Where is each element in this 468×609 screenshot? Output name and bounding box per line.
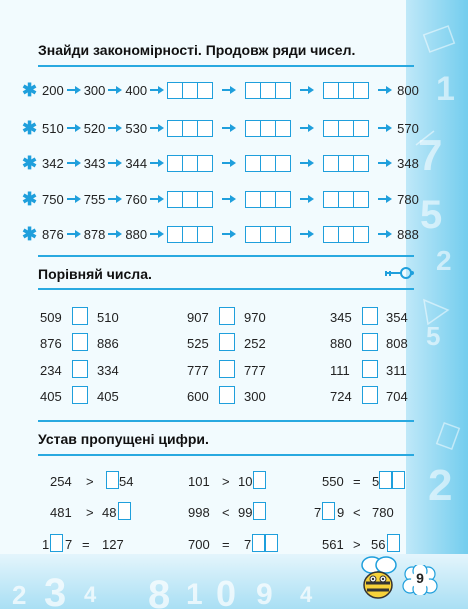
compare-box[interactable] (362, 360, 378, 378)
compare-box[interactable] (72, 386, 88, 404)
compare-left: 525 (187, 336, 209, 351)
expr-right: 5 (372, 474, 380, 489)
sequence-end: 780 (397, 191, 419, 207)
compare-left: 509 (40, 310, 62, 325)
arrow-icon (222, 85, 236, 95)
svg-text:8: 8 (148, 573, 171, 609)
answer-box[interactable] (245, 82, 291, 99)
compare-right: 311 (386, 363, 407, 378)
arrow-icon (108, 123, 122, 133)
compare-box[interactable] (72, 307, 88, 325)
svg-text:4: 4 (300, 582, 313, 607)
asterisk-bullet-icon: ✱ (22, 224, 38, 244)
sequence-start: 750 (42, 191, 64, 207)
arrow-icon (378, 123, 392, 133)
sequence-row (22, 118, 419, 138)
expr-right: 48 (102, 505, 117, 520)
expr-left: 101 (188, 474, 210, 489)
worksheet-page (22, 0, 419, 609)
arrow-icon (222, 158, 236, 168)
bee-mascot-icon (352, 553, 404, 605)
compare-box[interactable] (219, 307, 235, 325)
digit-box[interactable] (118, 502, 131, 520)
answer-box[interactable] (323, 82, 369, 99)
arrow-icon (222, 123, 236, 133)
arrow-icon (378, 158, 392, 168)
expr-operator: > (86, 474, 94, 489)
expr-operator: = (353, 474, 361, 489)
answer-box[interactable] (323, 155, 369, 172)
task3-rule (38, 454, 414, 456)
expr-left-digit: 9 (337, 505, 345, 520)
answer-box[interactable] (323, 120, 369, 137)
asterisk-bullet-icon: ✱ (22, 80, 38, 100)
compare-left: 777 (187, 363, 209, 378)
answer-box[interactable] (167, 226, 213, 243)
compare-left: 876 (40, 336, 62, 351)
arrow-icon (300, 158, 314, 168)
expr-operator: = (222, 537, 230, 552)
sequence-end: 800 (397, 82, 419, 98)
arrow-icon (300, 123, 314, 133)
asterisk-bullet-icon: ✱ (22, 118, 38, 138)
digit-box[interactable] (252, 534, 265, 552)
sequence-start: 510 (42, 120, 64, 136)
compare-left: 405 (40, 389, 62, 404)
asterisk-bullet-icon: ✱ (22, 153, 38, 173)
arrow-icon (150, 85, 164, 95)
expr-operator: > (353, 537, 361, 552)
expr-right: 54 (119, 474, 134, 489)
expr-left: 700 (188, 537, 210, 552)
compare-right: 704 (386, 389, 408, 404)
digit-box[interactable] (379, 471, 392, 489)
sequence-third: 344 (125, 155, 148, 171)
sequence-end: 570 (397, 120, 419, 136)
arrow-icon (108, 194, 122, 204)
expr-left: 481 (50, 505, 72, 520)
sequence-second: 300 (83, 82, 106, 98)
compare-box[interactable] (362, 333, 378, 351)
compare-right: 300 (244, 389, 266, 404)
compare-left: 907 (187, 310, 209, 325)
task1-bottom-rule (38, 255, 414, 257)
svg-text:1: 1 (436, 70, 455, 108)
sequence-end: 888 (397, 226, 419, 242)
digit-box[interactable] (253, 471, 266, 489)
compare-right: 334 (97, 363, 119, 378)
arrow-icon (67, 194, 81, 204)
svg-text:5: 5 (420, 193, 443, 237)
expr-left-digit: 1 (42, 537, 50, 552)
answer-box[interactable] (167, 82, 213, 99)
arrow-icon (300, 229, 314, 239)
sequence-third: 760 (125, 191, 148, 207)
compare-right: 886 (97, 336, 119, 351)
sequence-row (22, 224, 419, 244)
key-icon (384, 267, 414, 283)
arrow-icon (108, 229, 122, 239)
arrow-icon (108, 85, 122, 95)
expr-operator: = (82, 537, 90, 552)
expr-left: 561 (322, 537, 344, 552)
compare-box[interactable] (219, 360, 235, 378)
expr-right: 56 (371, 537, 386, 552)
compare-box[interactable] (362, 386, 378, 404)
expr-operator: < (222, 505, 230, 520)
arrow-icon (67, 123, 81, 133)
answer-box[interactable] (245, 155, 291, 172)
digit-box[interactable] (253, 502, 266, 520)
compare-right: 808 (386, 336, 408, 351)
svg-text:2: 2 (428, 461, 453, 510)
arrow-icon (67, 85, 81, 95)
task2-bottom-rule (38, 420, 414, 422)
task1-heading: Знайди закономірності. Продовж ряди чисел. (38, 42, 356, 58)
svg-text:3: 3 (44, 571, 67, 609)
answer-box[interactable] (167, 120, 213, 137)
compare-box[interactable] (72, 333, 88, 351)
compare-right: 252 (244, 336, 266, 351)
sequence-start: 342 (42, 155, 64, 171)
svg-text:9: 9 (256, 578, 273, 609)
arrow-icon (67, 158, 81, 168)
expr-left-digit: 7 (65, 537, 73, 552)
compare-box[interactable] (219, 333, 235, 351)
task1-rule (38, 65, 414, 67)
svg-text:0: 0 (216, 573, 237, 609)
sequence-third: 880 (125, 226, 148, 242)
expr-operator: < (353, 505, 361, 520)
expr-right: 127 (102, 537, 124, 552)
arrow-icon (222, 229, 236, 239)
answer-box[interactable] (245, 226, 291, 243)
expr-operator: > (222, 474, 230, 489)
arrow-icon (378, 194, 392, 204)
expr-right: 7 (244, 537, 252, 552)
answer-box[interactable] (167, 155, 213, 172)
arrow-icon (150, 158, 164, 168)
sequence-row (22, 189, 419, 209)
answer-box[interactable] (323, 191, 369, 208)
arrow-icon (378, 85, 392, 95)
compare-box[interactable] (219, 386, 235, 404)
compare-right: 970 (244, 310, 266, 325)
compare-left: 111 (330, 363, 350, 378)
svg-text:1: 1 (186, 578, 203, 609)
compare-left: 345 (330, 310, 352, 325)
expr-left: 550 (322, 474, 344, 489)
sequence-end: 348 (397, 155, 419, 171)
answer-box[interactable] (167, 191, 213, 208)
sequence-second: 878 (83, 226, 106, 242)
svg-text:5: 5 (426, 321, 441, 351)
compare-left: 880 (330, 336, 352, 351)
arrow-icon (150, 229, 164, 239)
svg-text:4: 4 (84, 582, 97, 607)
sequence-row (22, 80, 419, 100)
arrow-icon (300, 194, 314, 204)
sequence-second: 755 (83, 191, 106, 207)
digit-box[interactable] (392, 471, 405, 489)
page-number: 9 (416, 570, 424, 586)
task2-rule (38, 288, 414, 290)
arrow-icon (150, 194, 164, 204)
compare-left: 600 (187, 389, 209, 404)
expr-right: 780 (372, 505, 394, 520)
answer-box[interactable] (323, 226, 369, 243)
expr-right: 10 (238, 474, 253, 489)
digit-box[interactable] (322, 502, 335, 520)
asterisk-bullet-icon: ✱ (22, 189, 38, 209)
compare-right: 777 (244, 363, 266, 378)
expr-right: 99 (238, 505, 253, 520)
expr-left-digit: 7 (314, 505, 322, 520)
answer-box[interactable] (245, 120, 291, 137)
compare-box[interactable] (72, 360, 88, 378)
compare-right: 510 (97, 310, 119, 325)
arrow-icon (300, 85, 314, 95)
expr-left: 998 (188, 505, 210, 520)
compare-right: 405 (97, 389, 119, 404)
sequence-start: 876 (42, 226, 64, 242)
digit-box[interactable] (265, 534, 278, 552)
svg-text:2: 2 (436, 245, 452, 276)
digit-box[interactable] (387, 534, 400, 552)
task2-heading: Порівняй числа. (38, 266, 152, 282)
expr-operator: > (86, 505, 94, 520)
sequence-third: 400 (125, 82, 148, 98)
expr-left: 254 (50, 474, 72, 489)
compare-right: 354 (386, 310, 408, 325)
arrow-icon (108, 158, 122, 168)
answer-box[interactable] (245, 191, 291, 208)
svg-text:2: 2 (12, 580, 27, 609)
compare-left: 234 (40, 363, 62, 378)
compare-left: 724 (330, 389, 352, 404)
arrow-icon (222, 194, 236, 204)
digit-box[interactable] (106, 471, 119, 489)
compare-box[interactable] (362, 307, 378, 325)
arrow-icon (150, 123, 164, 133)
digit-box[interactable] (50, 534, 63, 552)
sequence-start: 200 (42, 82, 64, 98)
arrow-icon (378, 229, 392, 239)
sequence-second: 520 (83, 120, 106, 136)
sequence-third: 530 (125, 120, 148, 136)
sequence-row (22, 153, 419, 173)
arrow-icon (67, 229, 81, 239)
svg-text:7: 7 (418, 131, 443, 180)
task3-heading: Устав пропущені цифри. (38, 431, 209, 447)
sequence-second: 343 (83, 155, 106, 171)
